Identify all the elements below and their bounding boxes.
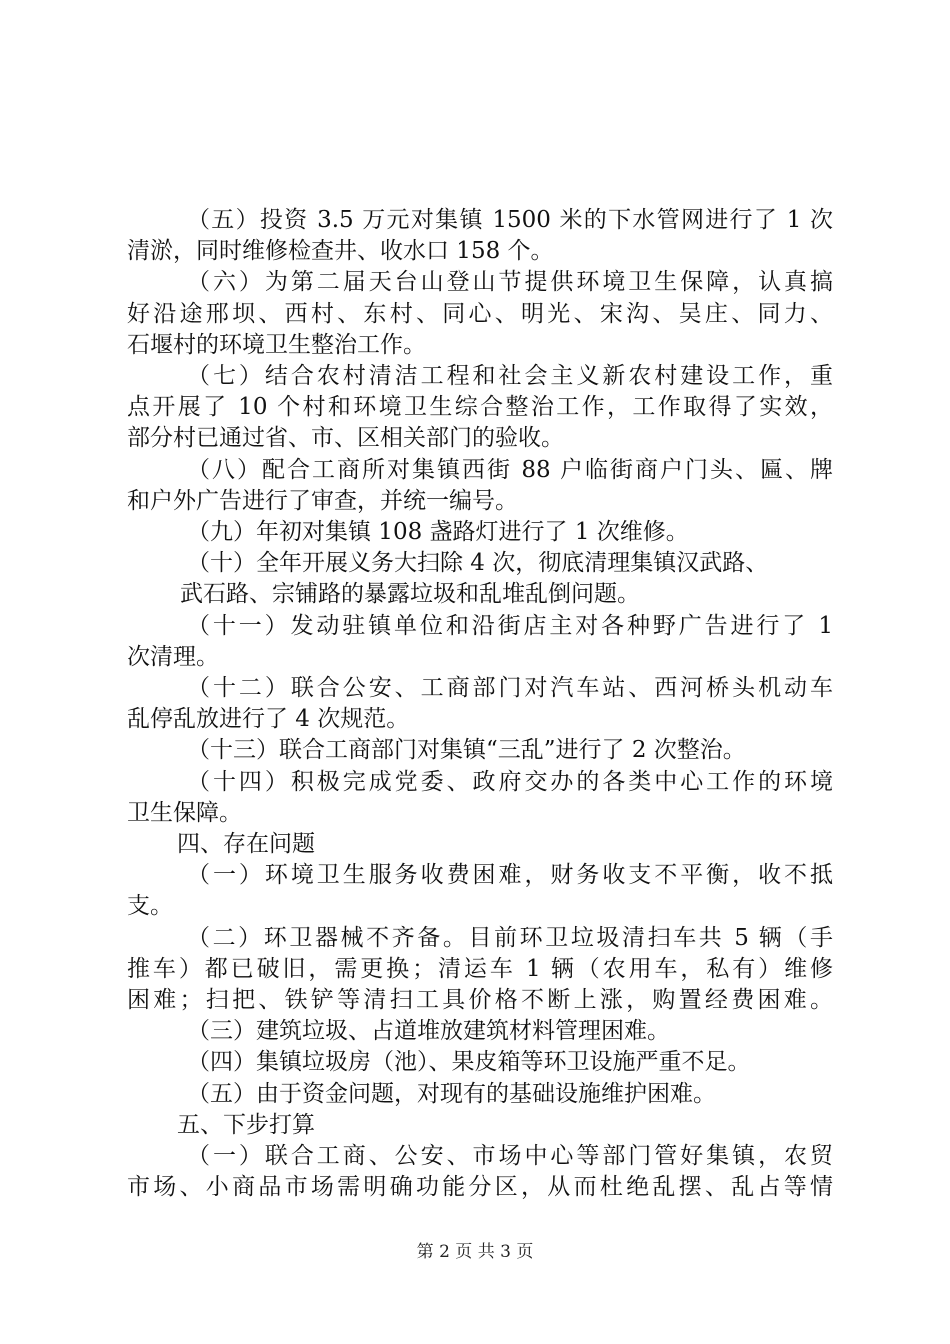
paragraph-line: 武石路、宗铺路的暴露垃圾和乱堆乱倒问题。 [180, 581, 640, 608]
paragraph-line: （十二）联合公安、工商部门对汽车站、西河桥头机动车 [187, 675, 833, 701]
paragraph-line: 乱停乱放进行了 4 次规范。 [127, 706, 410, 733]
paragraph-line: （二）环卫器械不齐备。目前环卫垃圾清扫车共 5 辆（手 [187, 924, 833, 951]
paragraph-line: 点开展了 10 个村和环境卫生综合整治工作，工作取得了实效， [127, 394, 833, 421]
paragraph-line: （十四）积极完成党委、政府交办的各类中心工作的环境 [187, 768, 833, 795]
paragraph-line: 和户外广告进行了审查，并统一编号。 [127, 487, 518, 514]
paragraph-line: 市场、小商品市场需明确功能分区，从而杜绝乱摆、乱占等情 [127, 1174, 833, 1201]
section-heading: 四、存在问题 [177, 831, 315, 857]
paragraph-line: 石堰村的环境卫生整治工作。 [127, 331, 426, 358]
paragraph-line: （十）全年开展义务大扫除 4 次，彻底清理集镇汉武路、 [187, 550, 769, 577]
paragraph-line: 推车）都已破旧，需更换；清运车 1 辆（农用车，私有）维修 [127, 955, 833, 982]
paragraph-line: （五）投资 3.5 万元对集镇 1500 米的下水管网进行了 1 次 [187, 207, 833, 233]
paragraph-line: 清淤，同时维修检查井、收水口 158 个。 [127, 238, 554, 265]
paragraph-line: （十一）发动驻镇单位和沿街店主对各种野广告进行了 1 [187, 612, 833, 639]
paragraph-line: 部分村已通过省、市、区相关部门的验收。 [127, 425, 564, 452]
paragraph-line: （八）配合工商所对集镇西街 88 户临街商户门头、匾、牌 [187, 456, 833, 483]
paragraph-line: （五）由于资金问题，对现有的基础设施维护困难。 [187, 1080, 716, 1107]
paragraph-line: （十三）联合工商部门对集镇“三乱”进行了 2 次整治。 [187, 737, 746, 764]
paragraph-line: （一）环境卫生服务收费困难，财务收支不平衡，收不抵 [187, 862, 833, 889]
paragraph-line: 困难；扫把、铁铲等清扫工具价格不断上涨，购置经费困难。 [127, 987, 833, 1013]
section-heading: 五、下步打算 [177, 1111, 315, 1138]
paragraph-line: 支。 [127, 893, 173, 920]
paragraph-line: （七）结合农村清洁工程和社会主义新农村建设工作，重 [187, 363, 833, 389]
paragraph-line: 次清理。 [127, 643, 219, 670]
page-footer: 第 2 页 共 3 页 [416, 1242, 534, 1262]
paragraph-line: （一）联合工商、公安、市场中心等部门管好集镇，农贸 [187, 1143, 833, 1169]
paragraph-line: 好沿途邢坝、西村、东村、同心、明光、宋沟、吴庄、同力、 [127, 300, 833, 327]
paragraph-line: （三）建筑垃圾、占道堆放建筑材料管理困难。 [187, 1018, 670, 1045]
paragraph-line: （九）年初对集镇 108 盏路灯进行了 1 次维修。 [187, 519, 689, 545]
paragraph-line: 卫生保障。 [127, 799, 242, 826]
paragraph-line: （四）集镇垃圾房（池）、果皮箱等环卫设施严重不足。 [187, 1049, 751, 1076]
paragraph-line: （六）为第二届天台山登山节提供环境卫生保障，认真搞 [187, 269, 833, 296]
